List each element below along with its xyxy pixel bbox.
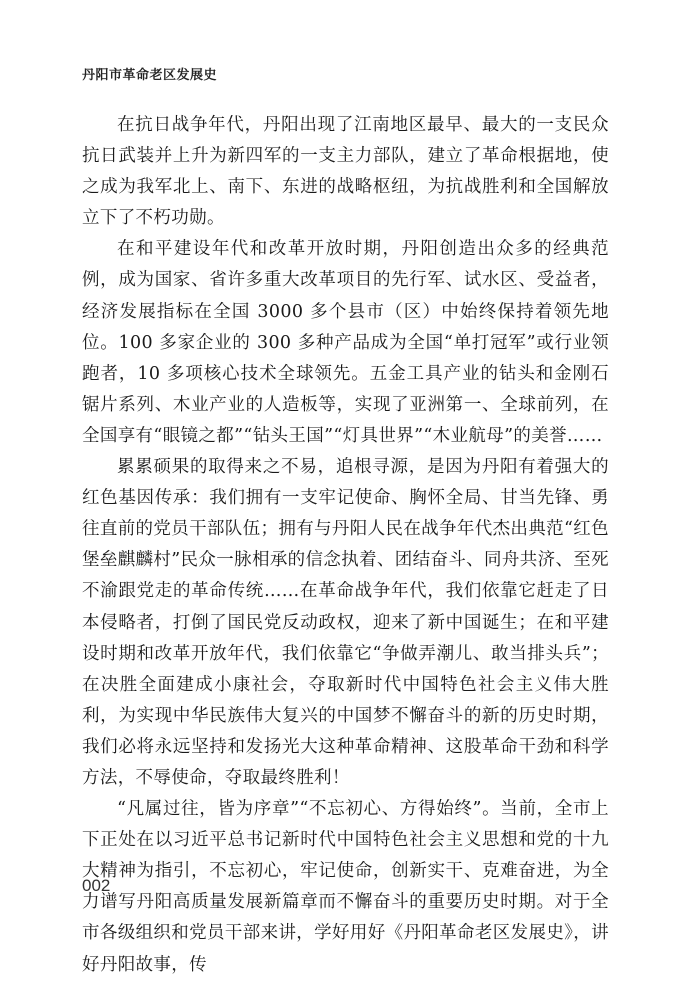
body-text [82,110,609,981]
paragraph: 累累硕果的取得来之不易，追根寻源，是因为丹阳有着强大的红色基因传承：我们拥有一支牢记使命、胸怀全局、甘当先锋、勇往直前的党员干部队伍；拥有与丹阳人民在战争年代杰出典范“红色堡垒麒麟村”民众一脉相承的信念执着、团结奋斗、同舟共济、至死不渝跟党走的革命传统……在革命战争年代，我们依靠它赶走了日本侵略者，打倒了国民党反动政权，迎来了新中国诞生；在和平建设时期和改革开放年代，我们依靠它“争做弄潮儿、敢当排头兵”；在决胜全面建成小康社会，夺取新时代中国特色社会主义伟大胜利，为实现中华民族伟大复兴的中国梦不懈奋斗的新的历史时期，我们必将永远坚持和发扬光大这种革命精神、这股革命干劲和科学方法，不辱使命，夺取最终胜利！ [82,457,609,788]
paragraph: “凡属过往，皆为序章”“不忘初心、方得始终”。当前，全市上下正处在以习近平总书记新时代中国特色社会主义思想和党的十九大精神为指引，不忘初心，牢记使命，创新实干、克难奋进，为全力谱写丹阳高质量发展新篇章而不懈奋斗的重要历史时期。对于全市各级组织和党员干部来讲，学好用好《丹阳革命老区发展史》，讲好丹阳故事，传 [82,799,609,975]
page-number: 002 [82,876,111,895]
paragraph: 在和平建设年代和改革开放时期，丹阳创造出众多的经典范例，成为国家、省许多重大改革项目的先行军、试水区、受益者，经济发展指标在全国 3000 多个县市（区）中始终保持着领先地位。100 多家企业的 300 多种产品成为全国“单打冠军”或行业领跑者，10 多项核心技术全球领先。五金工具产业的钻头和金刚石锯片系列、木业产业的人造板等，实现了亚洲第一、全球前列，在全国享有“眼镜之都”“钻头王国”“灯具世界”“木业航母”的美誉…… [82,239,609,446]
running-header: 丹阳市革命老区发展史 [82,68,218,83]
paragraph: 在抗日战争年代，丹阳出现了江南地区最早、最大的一支民众抗日武装并上升为新四军的一支主力部队，建立了革命根据地，使之成为我军北上、南下、东进的战略枢纽，为抗战胜利和全国解放立下了不朽功勋。 [82,115,609,229]
